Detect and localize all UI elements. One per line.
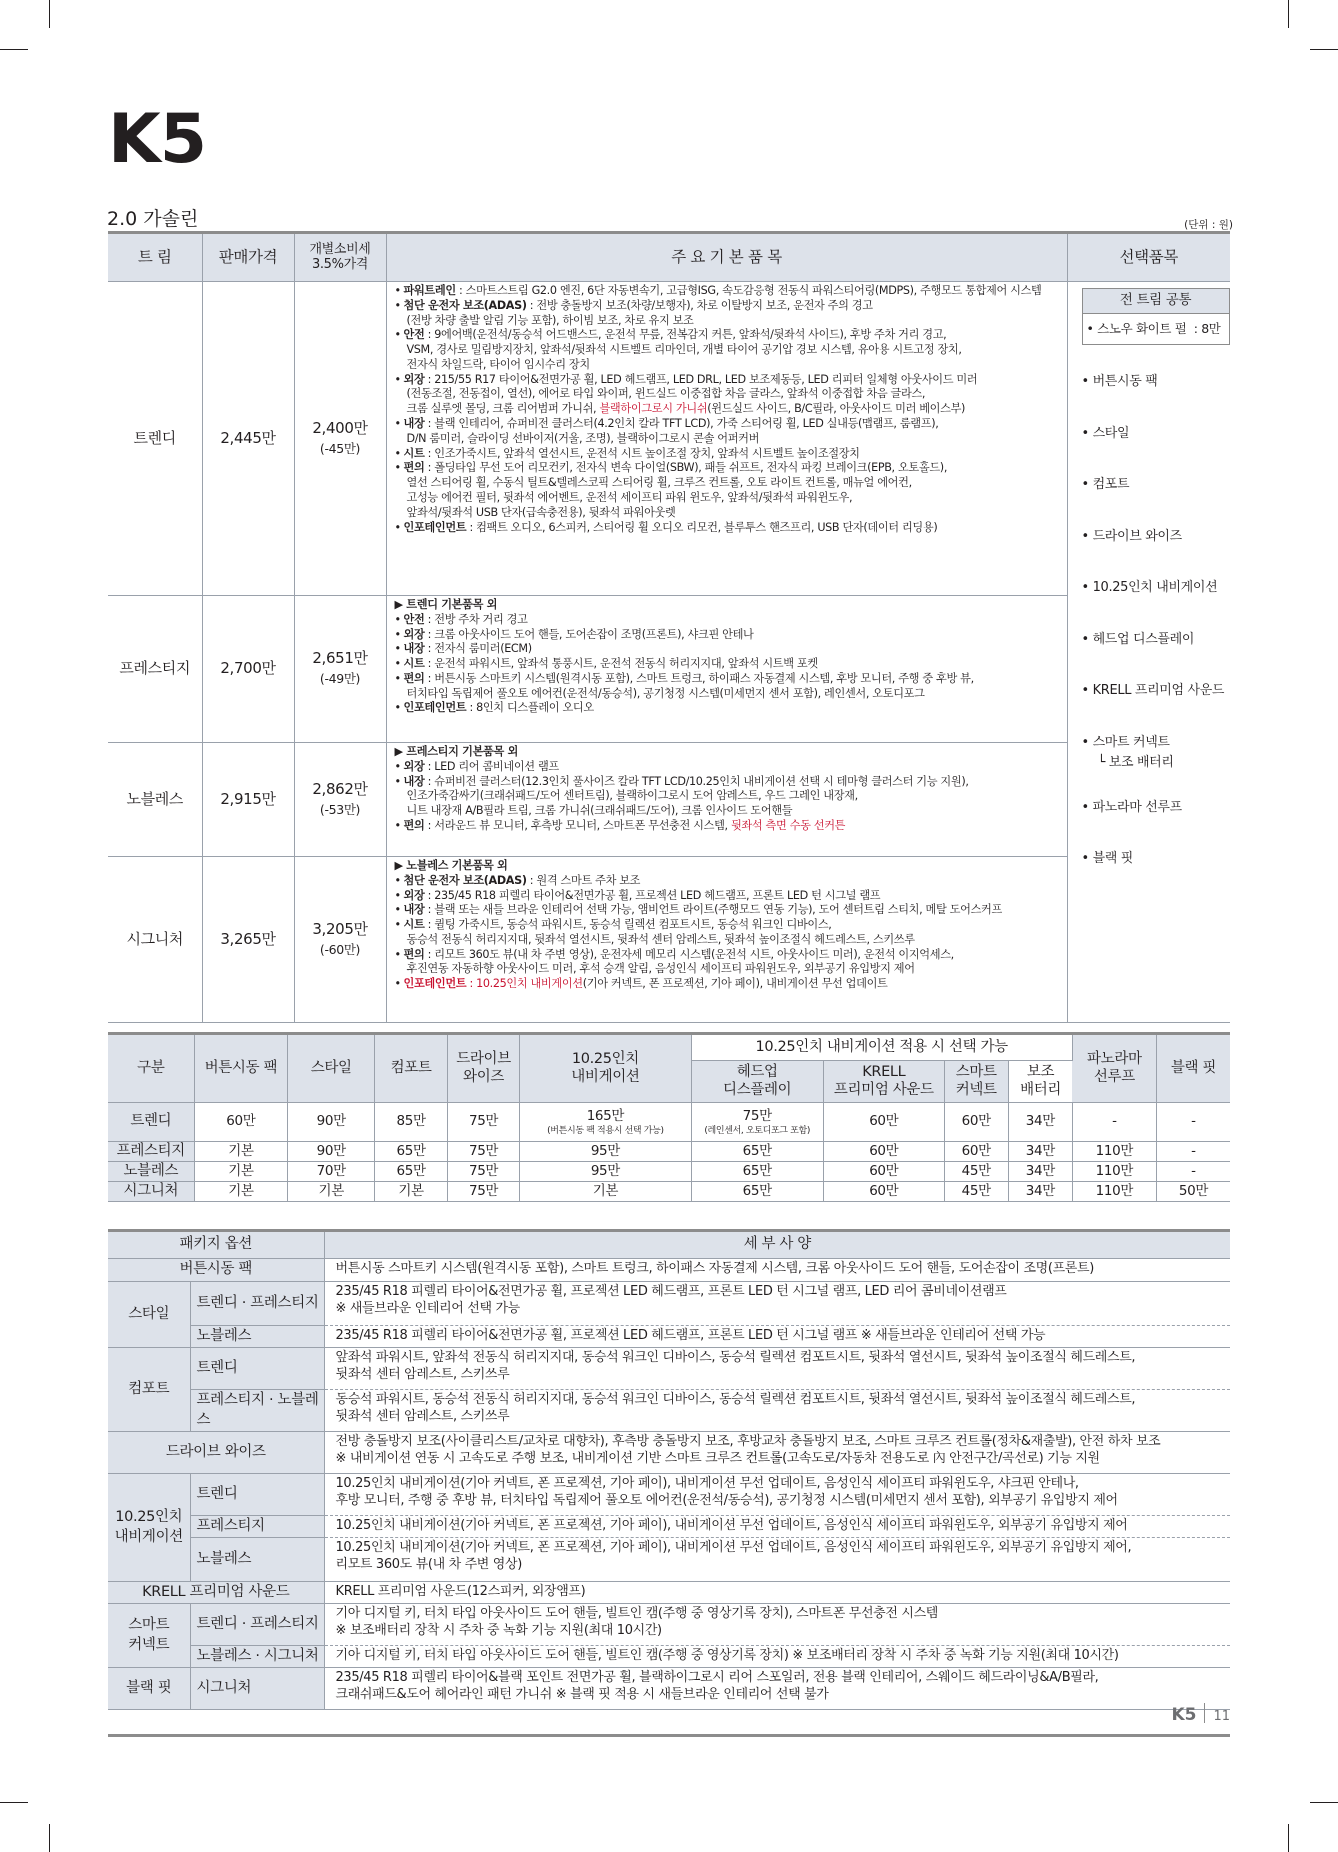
option-table-header [108,1034,1230,1061]
feature-line: 전자식 차일드락, 타이어 임시수리 장치 [406,357,590,371]
price-cell: 34만 [1008,1182,1072,1202]
page-number: 11 [1213,1709,1230,1724]
price-cell: 45만 [944,1162,1008,1182]
sale-price: 2,700만 [202,596,294,743]
crop-mark [49,0,50,28]
price-cell: 165만 (버튼시동 팩 적용시 선택 가능) [520,1103,691,1142]
feature-line: 열선 스티어링 휠, 수동식 틸트&텔레스코픽 스티어링 휠, 크루즈 컨트롤, 오토 라이트 컨트롤, 매뉴얼 에어컨, [406,476,912,490]
price-cell: 45만 [944,1182,1008,1202]
common-option-item: • 스노우 화이트 펄 : 8만 [1086,320,1221,336]
section-subtitle: 2.0 가솔린 [107,208,199,230]
feature-line: • 인포테인먼트 : 8인치 디스플레이 오디오 [394,701,594,715]
option-item: • 버튼시동 팩 [1081,374,1158,390]
feature-line: 인조가죽감싸기(크래쉬패드/도어 센터트림), 블랙하이그로시 도어 암레스트, 우드 그레인 내장재, [406,789,858,803]
feature-line: • 인포테인먼트 : 10.25인치 내비게이션(기아 커넥트, 폰 프로젝션, 기아 페이), 내비게이션 무선 업데이트 [394,977,888,991]
package-detail: 10.25인치 내비게이션(기아 커넥트, 폰 프로젝션, 기아 페이), 내비게이션 무선 업데이트, 음성인식 세이프티 파워윈도우, 외부공기 유입방지 제어, 리모트 360도 뷰(내 차 주변 영상) [324,1538,1230,1582]
crop-mark [49,1824,50,1852]
trim-name: 노블레스 [108,743,202,857]
option-item: • 블랙 핏 [1081,851,1134,867]
feature-line: • 외장 : LED 리어 콤비네이션 램프 [394,759,559,773]
price-table-header [108,233,1230,282]
features-cell [386,282,1067,596]
unit-note: (단위 : 원) [1184,219,1233,231]
smart-connect-header: 스마트 커넥트 [944,1061,1008,1103]
price-table [108,231,1230,1023]
blackfit-header: 블랙 핏 [1156,1034,1230,1103]
option-item: • 드라이브 와이즈 [1081,528,1182,544]
package-trim: 시그니처 [190,1668,324,1710]
feature-line: • 인포테인먼트 : 컴팩트 오디오, 6스피커, 스티어링 휠 오디오 리모컨, 블루투스 핸즈프리, USB 단자(데이터 리딩용) [394,520,938,534]
package-row [108,1326,1230,1348]
trim-row [108,596,1230,743]
sale-price: 2,445만 [202,282,294,596]
price-cell: 95만 [520,1162,691,1182]
feature-line: • 첨단 운전자 보조(ADAS) : 원격 스마트 주차 보조 [394,873,641,887]
package-row [108,1516,1230,1538]
feature-line: 후진연동 자동하향 아웃사이드 미러, 후석 승객 알림, 음성인식 세이프티 파워윈도우, 외부공기 유입방지 제어 [406,962,915,976]
tax-price: 2,400만 (-45만) [294,282,386,596]
trim-name: 시그니처 [108,857,202,1023]
navigation-group-header: 10.25인치 내비게이션 적용 시 선택 가능 [691,1034,1072,1061]
package-detail: 10.25인치 내비게이션(기아 커넥트, 폰 프로젝션, 기아 페이), 내비게이션 무선 업데이트, 음성인식 세이프티 파워윈도우, 샤크핀 안테나, 후방 모니터, 주행 중 후방 뷰, 터치타입 독립제어 풀오토 에어컨(운전석/동승석), 공기청정 시스템(미세먼지 센서 포함), 외부공기 유입방지 제어 [324,1474,1230,1516]
package-table-header [108,1231,1230,1259]
option-item: • KRELL 프리미엄 사운드 [1081,683,1225,699]
price-header: 판매가격 [202,233,294,282]
price-cell: 70만 [288,1162,375,1182]
crop-mark [1288,1824,1289,1852]
features-heading: ▶ 프레스티지 기본품목 외 [394,745,518,758]
price-cell: 60만 [823,1103,944,1142]
feature-line: • 내장 : 슈퍼비전 클러스터(12.3인치 풀사이즈 칼라 TFT LCD/10.25인치 내비게이션 선택 시 테마형 클러스터 기능 지원), [394,774,969,788]
feature-line: 앞좌석/뒷좌석 USB 단자(급속충전용), 뒷좌석 파워아웃렛 [406,505,676,519]
package-detail: 동승석 파워시트, 동승석 전동식 허리지지대, 동승석 워크인 디바이스, 동승석 릴렉션 컴포트시트, 뒷좌석 열선시트, 뒷좌석 높이조절식 헤드레스트, 뒷좌석 센터 암레스트, 스키쓰루 [324,1390,1230,1432]
feature-line: • 외장 : 크롬 아웃사이드 도어 핸들, 도어손잡이 조명(프론트), 샤크핀 안테나 [394,627,754,641]
feature-line: (전방 차량 출발 알림 기능 포함), 하이빔 보조, 차로 유지 보조 [406,313,694,327]
package-trim: 노블레스 · 시그니처 [190,1646,324,1668]
kind-header: 구분 [108,1034,194,1103]
package-trim: 노블레스 [190,1538,324,1582]
tax-price: 3,205만 (-60만) [294,857,386,1023]
price-cell: 95만 [520,1142,691,1162]
package-name: 드라이브 와이즈 [108,1432,324,1474]
price-cell: 65만 [375,1162,447,1182]
package-row [108,1432,1230,1474]
price-cell: 기본 [194,1142,287,1162]
option-price-row [108,1182,1230,1202]
price-cell: 기본 [520,1182,691,1202]
price-cell: 65만 [691,1142,823,1162]
package-detail: 앞좌석 파워시트, 앞좌석 전동식 허리지지대, 동승석 워크인 디바이스, 동승석 릴렉션 컴포트시트, 뒷좌석 열선시트, 뒷좌석 높이조절식 헤드레스트, 뒷좌석 센터 암레스트, 스키쓰루 [324,1348,1230,1390]
features-cell [386,743,1067,857]
feature-line: • 내장 : 블랙 또는 새들 브라운 인테리어 선택 가능, 앰비언트 라이트(주행모드 연동 기능), 도어 센터트림 스티치, 메탈 도어스커프 [394,903,1002,917]
trim-row [108,282,1230,596]
price-cell: 75만 [447,1142,519,1162]
package-trim: 프레스티지 · 노블레스 [190,1390,324,1432]
trim-name: 트렌디 [108,282,202,596]
price-cell: 75만 (레인센서, 오토디포그 포함) [691,1103,823,1142]
drive-wise-header: 드라이브 와이즈 [447,1034,519,1103]
option-item: • 헤드업 디스플레이 [1081,631,1195,647]
price-cell: - [1072,1103,1156,1142]
feature-line: • 편의 : 버튼시동 스마트키 시스템(원격시동 포함), 스마트 트렁크, 하이패스 자동결제 시스템, 후방 모니터, 주행 중 후방 뷰, [394,671,974,685]
option-item: • 컴포트 [1081,477,1130,493]
options-header: 선택품목 [1067,233,1230,282]
package-name: 스마트 커넥트 [108,1604,190,1668]
package-name: 10.25인치 내비게이션 [108,1474,190,1582]
price-cell: 65만 [691,1162,823,1182]
option-item: • 스타일 [1081,425,1130,441]
feature-line: 고성능 에어컨 필터, 뒷좌석 에어벤트, 운전석 세이프티 파워 윈도우, 앞좌석/뒷좌석 파워윈도우, [406,490,853,504]
package-detail: 전방 충돌방지 보조(사이클리스트/교차로 대향차), 후측방 충돌방지 보조, 후방교차 충돌방지 보조, 스마트 크루즈 컨트롤(정차&재출발), 안전 하차 보조 ※ 내비게이션 연동 시 고속도로 주행 보조, 내비게이션 기반 스마트 크루즈 컨트롤(고속도로/자동차 전용도로 內 안전구간/곡선로) 기능 지원 [324,1432,1230,1474]
price-cell: 110만 [1072,1142,1156,1162]
package-row [108,1668,1230,1710]
options-cell [1067,282,1230,1023]
common-option-box [1082,288,1230,345]
feature-line: • 시트 : 퀼팅 가죽시트, 동승석 파워시트, 동승석 릴렉션 컴포트시트, 동승석 워크인 디바이스, [394,918,832,932]
features-cell [386,596,1067,743]
package-row [108,1282,1230,1326]
feature-line: • 파워트레인 : 스마트스트림 G2.0 엔진, 6단 자동변속기, 고급형ISG, 속도감응형 전동식 파워스티어링(MDPS), 주행모드 통합제어 시스템 [394,284,1042,297]
battery-header: 보조 배터리 [1008,1061,1072,1103]
price-cell: 110만 [1072,1182,1156,1202]
option-item: • 10.25인치 내비게이션 [1081,580,1218,596]
package-detail: 10.25인치 내비게이션(기아 커넥트, 폰 프로젝션, 기아 페이), 내비게이션 무선 업데이트, 음성인식 세이프티 파워윈도우, 외부공기 유입방지 제어 [324,1516,1230,1538]
price-cell: 90만 [288,1103,375,1142]
feature-line: • 시트 : 인조가죽시트, 앞좌석 열선시트, 운전석 시트 높이조절 장치, 앞좌석 시트벨트 높이조절장치 [394,446,860,460]
trim-name: 프레스티지 [108,596,202,743]
price-cell: 34만 [1008,1162,1072,1182]
price-cell: 60만 [194,1103,287,1142]
package-row [108,1646,1230,1668]
crop-mark [1288,0,1289,28]
price-cell: 65만 [375,1142,447,1162]
hud-header: 헤드업 디스플레이 [691,1061,823,1103]
feature-line: VSM, 경사로 밀림방지장치, 앞좌석/뒷좌석 시트벨트 리마인더, 개별 타이어 공기압 경보 시스템, 유아용 시트고정 장치, [406,343,962,357]
feature-line: D/N 룸미러, 슬라이딩 선바이저(거울, 조명), 블랙하이그로시 콘솔 어퍼커버 [406,431,760,445]
package-detail: 기아 디지털 키, 터치 타입 아웃사이드 도어 핸들, 빌트인 캠(주행 중 영상기록 장치) ※ 보조배터리 장착 시 주차 중 녹화 기능 지원(최대 10시간) [324,1646,1230,1668]
package-name: 컴포트 [108,1348,190,1432]
price-cell: 기본 [194,1162,287,1182]
price-cell: 60만 [823,1142,944,1162]
feature-line: 니트 내장재 A/B필라 트림, 크롬 가니쉬(크래쉬패드/도어), 크롬 인사이드 도어핸들 [406,804,793,818]
feature-line: • 편의 : 리모트 360도 뷰(내 차 주변 영상), 운전자세 메모리 시스템(운전석 시트, 아웃사이드 미러), 운전석 이지억세스, [394,947,954,961]
price-cell: 34만 [1008,1103,1072,1142]
feature-line: • 내장 : 전자식 룸미러(ECM) [394,642,532,656]
package-detail: 235/45 R18 피렐리 타이어&전면가공 휠, 프로젝션 LED 헤드램프, 프론트 LED 턴 시그널 램프 ※ 새들브라운 인테리어 선택 가능 [324,1326,1230,1348]
package-name: 스타일 [108,1282,190,1348]
feature-line: 동승석 전동식 허리지지대, 뒷좌석 열선시트, 뒷좌석 센터 암레스트, 뒷좌석 높이조절식 헤드레스트, 스키쓰루 [406,932,915,946]
package-name: KRELL 프리미엄 사운드 [108,1582,324,1604]
feature-line: 크롬 실루엣 몰딩, 크롬 리어범퍼 가니쉬, 블랙하이그로시 가니쉬(윈드실드 사이드, B/C필라, 아웃사이드 미러 베이스부) [406,402,966,416]
trim-label: 노블레스 [108,1162,194,1182]
sale-price: 3,265만 [202,857,294,1023]
feature-line: • 외장 : 215/55 R17 타이어&전면가공 휠, LED 헤드램프, LED DRL, LED 보조제동등, LED 리피터 일체형 아웃사이드 미러 [394,372,978,386]
tax-price: 2,862만 (-53만) [294,743,386,857]
package-trim: 노블레스 [190,1326,324,1348]
button-pack-header: 버튼시동 팩 [194,1034,287,1103]
price-cell: 60만 [823,1162,944,1182]
price-cell: 60만 [823,1182,944,1202]
option-subitem: └ 보조 배터리 [1097,754,1174,770]
price-cell: 기본 [194,1182,287,1202]
detail-header: 세 부 사 양 [324,1231,1230,1259]
feature-line: • 첨단 운전자 보조(ADAS) : 전방 충돌방지 보조(차량/보행자), 차로 이탈방지 보조, 운전자 주의 경고 [394,298,873,312]
price-cell: 110만 [1072,1162,1156,1182]
comfort-header: 컴포트 [375,1034,447,1103]
package-detail: 235/45 R18 피렐리 타이어&전면가공 휠, 프로젝션 LED 헤드램프, 프론트 LED 턴 시그널 램프, LED 리어 콤비네이션램프 ※ 새들브라운 인테리어 선택 가능 [324,1282,1230,1326]
page-footer [1171,1703,1230,1725]
option-price-row [108,1162,1230,1182]
package-trim: 트렌디 · 프레스티지 [190,1604,324,1646]
features-cell [386,857,1067,1023]
footer-model: K5 [1171,1705,1197,1725]
feature-line: (전동조절, 전동접이, 열선), 에어로 타입 와이퍼, 윈드실드 이중접합 차음 글라스, 앞좌석 이중접합 차음 글라스, [406,387,926,401]
bottom-rule [108,1734,1230,1737]
footer-divider [1204,1703,1205,1723]
package-row [108,1538,1230,1582]
price-cell: 60만 [944,1142,1008,1162]
trim-header: 트 림 [108,233,202,282]
package-trim: 트렌디 [190,1474,324,1516]
package-row [108,1348,1230,1390]
features-heading: ▶ 노블레스 기본품목 외 [394,859,508,872]
price-cell: 기본 [288,1182,375,1202]
option-price-table [108,1032,1230,1202]
feature-line: • 외장 : 235/45 R18 피렐리 타이어&전면가공 휠, 프로젝션 LED 헤드램프, 프론트 LED 턴 시그널 램프 [394,888,881,902]
package-row [108,1474,1230,1516]
krell-header: KRELL 프리미엄 사운드 [823,1061,944,1103]
package-row [108,1259,1230,1282]
feature-line: • 안전 : 전방 주차 거리 경고 [394,612,528,626]
option-price-row [108,1142,1230,1162]
package-detail: 기아 디지털 키, 터치 타입 아웃사이드 도어 핸들, 빌트인 캠(주행 중 영상기록 장치), 스마트폰 무선충전 시스템 ※ 보조배터리 장착 시 주차 중 녹화 기능 지원(최대 10시간) [324,1604,1230,1646]
common-option-title: 전 트림 공통 [1083,289,1229,314]
package-detail: KRELL 프리미엄 사운드(12스피커, 외장앰프) [324,1582,1230,1604]
price-cell: - [1156,1162,1230,1182]
price-cell: - [1156,1103,1230,1142]
crop-mark [0,1802,28,1803]
package-detail: 버튼시동 스마트키 시스템(원격시동 포함), 스마트 트렁크, 하이패스 자동결제 시스템, 크롬 아웃사이드 도어 핸들, 도어손잡이 조명(프론트) [324,1259,1230,1282]
sale-price: 2,915만 [202,743,294,857]
features-header: 주 요 기 본 품 목 [386,233,1067,282]
price-cell: 34만 [1008,1142,1072,1162]
trim-label: 시그니처 [108,1182,194,1202]
price-cell: 65만 [691,1182,823,1202]
crop-mark [1310,1802,1338,1803]
price-cell: 기본 [375,1182,447,1202]
package-header: 패키지 옵션 [108,1231,324,1259]
price-cell: 90만 [288,1142,375,1162]
package-detail: 235/45 R18 피렐리 타이어&블랙 포인트 전면가공 휠, 블랙하이그로시 리어 스포일러, 전용 블랙 인테리어, 스웨이드 헤드라이닝&A/B필라, 크래쉬패드&도어 헤어라인 패턴 가니쉬 ※ 블랙 핏 적용 시 새들브라운 인테리어 선택 불가 [324,1668,1230,1710]
price-cell: 75만 [447,1103,519,1142]
package-trim: 프레스티지 [190,1516,324,1538]
option-price-row [108,1103,1230,1142]
price-cell: 85만 [375,1103,447,1142]
package-row [108,1604,1230,1646]
features-heading: ▶ 트렌디 기본품목 외 [394,598,498,611]
crop-mark [0,49,28,50]
package-row [108,1582,1230,1604]
trim-row [108,743,1230,857]
price-cell: 50만 [1156,1182,1230,1202]
navigation-header: 10.25인치 내비게이션 [520,1034,691,1103]
price-cell: 75만 [447,1162,519,1182]
feature-line: 터치타입 독립제어 풀오토 에어컨(운전석/동승석), 공기청정 시스템(미세먼지 센서 포함), 레인센서, 오토디포그 [406,686,925,700]
trim-label: 트렌디 [108,1103,194,1142]
option-list [1081,372,1225,901]
option-item: • 파노라마 선루프 [1081,799,1182,815]
package-trim: 트렌디 · 프레스티지 [190,1282,324,1326]
price-cell: - [1156,1142,1230,1162]
feature-line: • 안전 : 9에어백(운전석/동승석 어드밴스드, 운전석 무릎, 전복감지 커튼, 앞좌석/뒷좌석 사이드), 후방 주차 거리 경고, [394,328,947,342]
price-cell: 75만 [447,1182,519,1202]
trim-row [108,857,1230,1023]
feature-line: • 시트 : 운전석 파워시트, 앞좌석 통풍시트, 운전석 전동식 허리지지대, 앞좌석 시트백 포켓 [394,657,818,671]
package-trim: 트렌디 [190,1348,324,1390]
crop-mark [1310,49,1338,50]
package-name: 블랙 핏 [108,1668,190,1710]
page-title: K5 [108,100,207,179]
option-item: • 스마트 커넥트 [1081,734,1170,750]
feature-line: • 내장 : 블랙 인테리어, 슈퍼비전 클러스터(4.2인치 칼라 TFT LCD), 가죽 스티어링 휠, LED 실내등(맵램프, 룸램프), [394,417,939,431]
panorama-header: 파노라마 선루프 [1072,1034,1156,1103]
feature-line: • 편의 : 폴딩타입 무선 도어 리모컨키, 전자식 변속 다이얼(SBW), 패들 쉬프트, 전자식 파킹 브레이크(EPB, 오토홀드), [394,461,948,475]
tax-price-header: 개별소비세 3.5%가격 [294,233,386,282]
trim-label: 프레스티지 [108,1142,194,1162]
feature-line: • 편의 : 서라운드 뷰 모니터, 후측방 모니터, 스마트폰 무선충전 시스템, 뒷좌석 측면 수동 선커튼 [394,818,846,832]
style-header: 스타일 [288,1034,375,1103]
package-name: 버튼시동 팩 [108,1259,324,1282]
price-cell: 60만 [944,1103,1008,1142]
package-table [108,1229,1230,1710]
tax-price: 2,651만 (-49만) [294,596,386,743]
package-row [108,1390,1230,1432]
